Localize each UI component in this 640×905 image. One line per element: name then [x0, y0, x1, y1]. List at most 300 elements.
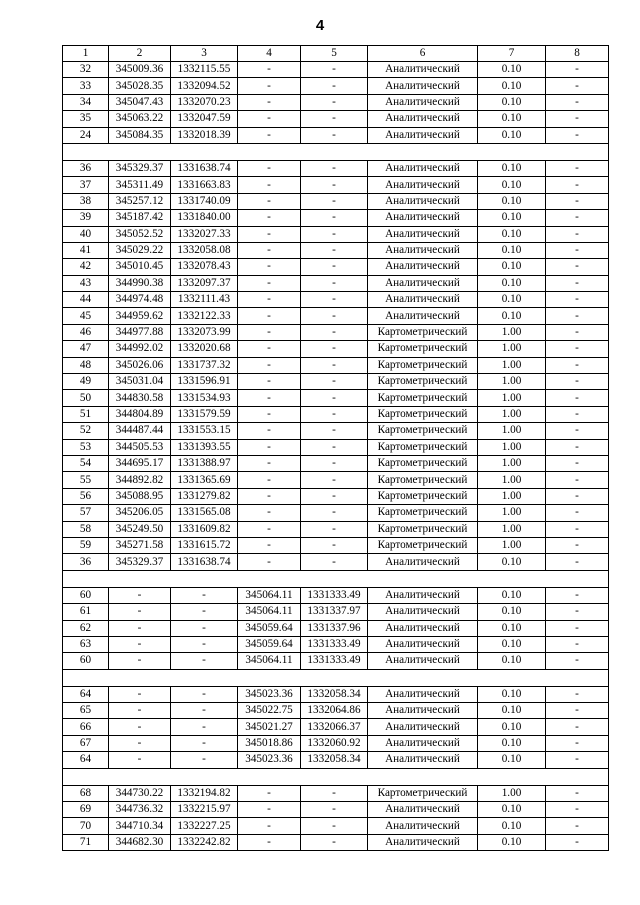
table-cell: - — [301, 177, 368, 193]
column-header: 7 — [478, 46, 546, 62]
table-cell: - — [546, 160, 609, 176]
table-cell: - — [546, 521, 609, 537]
table-cell: 345018.86 — [238, 735, 301, 751]
table-cell: - — [546, 242, 609, 258]
table-cell: 1332194.82 — [171, 785, 238, 801]
table-cell: 0.10 — [478, 620, 546, 636]
table-cell: 0.10 — [478, 177, 546, 193]
table-cell: 40 — [63, 226, 109, 242]
table-row — [63, 78, 609, 94]
table-cell: - — [238, 259, 301, 275]
table-cell: 62 — [63, 620, 109, 636]
table-cell: 1332047.59 — [171, 111, 238, 127]
table-cell: 1.00 — [478, 439, 546, 455]
table-cell: 1331365.69 — [171, 472, 238, 488]
table-cell: 1332020.68 — [171, 341, 238, 357]
table-row — [63, 357, 609, 373]
table-cell: 0.10 — [478, 818, 546, 834]
table-cell: 46 — [63, 324, 109, 340]
table-cell: 69 — [63, 802, 109, 818]
table-cell: - — [171, 587, 238, 603]
table-cell: - — [546, 226, 609, 242]
table-cell: 1331388.97 — [171, 455, 238, 471]
table-cell: 1331596.91 — [171, 374, 238, 390]
table-cell: - — [301, 406, 368, 422]
table-cell: Картометрический — [368, 488, 478, 504]
table-cell: - — [301, 308, 368, 324]
table-row — [63, 686, 609, 702]
table-row — [63, 242, 609, 258]
table-cell: 1331279.82 — [171, 488, 238, 504]
table-cell: 1331534.93 — [171, 390, 238, 406]
table-cell: 48 — [63, 357, 109, 373]
table-cell: - — [109, 703, 171, 719]
column-header: 2 — [109, 46, 171, 62]
table-cell: 1332227.25 — [171, 818, 238, 834]
table-cell: Картометрический — [368, 439, 478, 455]
table-cell: 1332018.39 — [171, 127, 238, 143]
table-cell: 1331840.00 — [171, 210, 238, 226]
column-header: 6 — [368, 46, 478, 62]
table-cell: - — [301, 439, 368, 455]
table-row — [63, 341, 609, 357]
table-cell: - — [109, 735, 171, 751]
table-cell: Аналитический — [368, 686, 478, 702]
table-cell: 344892.82 — [109, 472, 171, 488]
table-cell: - — [238, 210, 301, 226]
table-cell: 1.00 — [478, 537, 546, 553]
table-cell: 1332242.82 — [171, 834, 238, 850]
table-cell: 1331337.97 — [301, 604, 368, 620]
table-cell: 1331740.09 — [171, 193, 238, 209]
table-row — [63, 785, 609, 801]
separator-row — [63, 669, 609, 686]
table-cell: Аналитический — [368, 160, 478, 176]
table-cell: 1332111.43 — [171, 292, 238, 308]
table-cell: - — [171, 636, 238, 652]
table-cell: 344974.48 — [109, 292, 171, 308]
table-cell: Аналитический — [368, 653, 478, 669]
table-cell: 1331393.55 — [171, 439, 238, 455]
table-cell: 1331615.72 — [171, 537, 238, 553]
table-header-row — [63, 46, 609, 62]
table-cell: - — [238, 785, 301, 801]
table-cell: 1331333.49 — [301, 636, 368, 652]
table-cell: 0.10 — [478, 834, 546, 850]
table-row — [63, 308, 609, 324]
table-cell: - — [301, 357, 368, 373]
table-cell: - — [238, 439, 301, 455]
table-cell: 344977.88 — [109, 324, 171, 340]
table-cell: 0.10 — [478, 636, 546, 652]
table-cell: 345029.22 — [109, 242, 171, 258]
table-cell: Аналитический — [368, 62, 478, 78]
table-cell: 55 — [63, 472, 109, 488]
table-cell: - — [546, 587, 609, 603]
table-cell: 345084.35 — [109, 127, 171, 143]
table-cell: - — [546, 455, 609, 471]
table-cell: Аналитический — [368, 620, 478, 636]
table-cell: - — [546, 423, 609, 439]
table-cell: - — [301, 554, 368, 570]
table-cell: - — [238, 357, 301, 373]
table-cell: 65 — [63, 703, 109, 719]
table-cell: 1331663.83 — [171, 177, 238, 193]
table-cell: Картометрический — [368, 521, 478, 537]
table-cell: 43 — [63, 275, 109, 291]
table-cell: 345047.43 — [109, 94, 171, 110]
table-row — [63, 719, 609, 735]
table-cell: - — [238, 341, 301, 357]
table-cell: 57 — [63, 505, 109, 521]
table-cell: - — [238, 324, 301, 340]
table-row — [63, 324, 609, 340]
table-cell: Картометрический — [368, 324, 478, 340]
table-cell: Картометрический — [368, 505, 478, 521]
table-cell: Аналитический — [368, 111, 478, 127]
table-cell: Аналитический — [368, 703, 478, 719]
separator-cell — [63, 570, 609, 587]
table-cell: - — [546, 374, 609, 390]
table-cell: 56 — [63, 488, 109, 504]
table-cell: 50 — [63, 390, 109, 406]
table-cell: 0.10 — [478, 210, 546, 226]
table-cell: - — [171, 752, 238, 768]
table-cell: - — [238, 374, 301, 390]
table-cell: 70 — [63, 818, 109, 834]
table-cell: Аналитический — [368, 226, 478, 242]
table-cell: Аналитический — [368, 275, 478, 291]
table-cell: - — [546, 439, 609, 455]
table-cell: 1.00 — [478, 785, 546, 801]
table-cell: 38 — [63, 193, 109, 209]
table-cell: 68 — [63, 785, 109, 801]
table-row — [63, 275, 609, 291]
table-cell: Аналитический — [368, 78, 478, 94]
table-row — [63, 521, 609, 537]
column-header: 4 — [238, 46, 301, 62]
table-cell: - — [301, 390, 368, 406]
table-cell: - — [546, 94, 609, 110]
table-cell: - — [546, 752, 609, 768]
table-cell: 71 — [63, 834, 109, 850]
table-cell: 1332070.23 — [171, 94, 238, 110]
table-cell: 47 — [63, 341, 109, 357]
table-cell: 1331609.82 — [171, 521, 238, 537]
table-cell: 52 — [63, 423, 109, 439]
table-cell: 64 — [63, 752, 109, 768]
table-cell: - — [546, 127, 609, 143]
table-body — [63, 46, 609, 851]
table-cell: 345063.22 — [109, 111, 171, 127]
table-cell: Аналитический — [368, 308, 478, 324]
table-cell: - — [109, 752, 171, 768]
table-cell: - — [171, 735, 238, 751]
table-cell: Аналитический — [368, 752, 478, 768]
table-cell: Картометрический — [368, 357, 478, 373]
table-cell: - — [238, 488, 301, 504]
table-cell: - — [301, 834, 368, 850]
separator-row — [63, 143, 609, 160]
table-cell: 345023.36 — [238, 752, 301, 768]
table-cell: - — [301, 472, 368, 488]
table-cell: - — [546, 554, 609, 570]
table-cell: Картометрический — [368, 406, 478, 422]
table-row — [63, 818, 609, 834]
table-cell: 345257.12 — [109, 193, 171, 209]
table-cell: 37 — [63, 177, 109, 193]
table-cell: - — [301, 275, 368, 291]
table-cell: 1332066.37 — [301, 719, 368, 735]
table-cell: 36 — [63, 160, 109, 176]
column-header: 1 — [63, 46, 109, 62]
separator-cell — [63, 768, 609, 785]
table-cell: - — [238, 521, 301, 537]
table-cell: 345059.64 — [238, 636, 301, 652]
table-cell: 0.10 — [478, 653, 546, 669]
table-cell: 1.00 — [478, 521, 546, 537]
table-cell: - — [238, 94, 301, 110]
table-cell: - — [546, 604, 609, 620]
table-cell: 0.10 — [478, 127, 546, 143]
table-row — [63, 259, 609, 275]
table-cell: 0.10 — [478, 735, 546, 751]
table-cell: - — [301, 785, 368, 801]
table-cell: - — [109, 604, 171, 620]
table-cell: 1.00 — [478, 341, 546, 357]
table-row — [63, 226, 609, 242]
table-cell: 0.10 — [478, 752, 546, 768]
table-row — [63, 160, 609, 176]
table-cell: Аналитический — [368, 604, 478, 620]
table-cell: - — [301, 324, 368, 340]
table-cell: - — [301, 341, 368, 357]
table-cell: 54 — [63, 455, 109, 471]
table-cell: 345052.52 — [109, 226, 171, 242]
table-cell: 344736.32 — [109, 802, 171, 818]
column-header: 8 — [546, 46, 609, 62]
table-cell: Аналитический — [368, 177, 478, 193]
table-cell: - — [546, 292, 609, 308]
table-cell: 1332122.33 — [171, 308, 238, 324]
table-cell: 53 — [63, 439, 109, 455]
table-cell: 345064.11 — [238, 604, 301, 620]
table-cell: 1.00 — [478, 488, 546, 504]
table-cell: Аналитический — [368, 193, 478, 209]
table-cell: - — [546, 111, 609, 127]
table-cell: Аналитический — [368, 554, 478, 570]
table-cell: - — [301, 292, 368, 308]
table-cell: 0.10 — [478, 160, 546, 176]
table-cell: 1.00 — [478, 390, 546, 406]
table-cell: - — [546, 818, 609, 834]
table-row — [63, 177, 609, 193]
table-cell: - — [238, 226, 301, 242]
table-cell: 41 — [63, 242, 109, 258]
separator-cell — [63, 669, 609, 686]
table-cell: 345022.75 — [238, 703, 301, 719]
table-row — [63, 752, 609, 768]
table-cell: - — [546, 341, 609, 357]
table-cell: 345206.05 — [109, 505, 171, 521]
table-cell: - — [171, 686, 238, 702]
table-cell: - — [301, 505, 368, 521]
table-cell: - — [301, 210, 368, 226]
table-cell: 345028.35 — [109, 78, 171, 94]
table-cell: - — [546, 259, 609, 275]
table-cell: 1.00 — [478, 423, 546, 439]
table-row — [63, 292, 609, 308]
table-cell: 64 — [63, 686, 109, 702]
table-cell: 60 — [63, 587, 109, 603]
table-cell: - — [301, 818, 368, 834]
table-cell: 0.10 — [478, 275, 546, 291]
table-cell: - — [238, 472, 301, 488]
table-cell: 0.10 — [478, 226, 546, 242]
table-cell: Аналитический — [368, 259, 478, 275]
table-cell: - — [171, 719, 238, 735]
table-row — [63, 537, 609, 553]
table-cell: - — [238, 818, 301, 834]
table-cell: 344992.02 — [109, 341, 171, 357]
table-cell: 0.10 — [478, 62, 546, 78]
table-cell: Картометрический — [368, 537, 478, 553]
table-cell: 1332094.52 — [171, 78, 238, 94]
table-cell: 345249.50 — [109, 521, 171, 537]
table-cell: Аналитический — [368, 292, 478, 308]
table-cell: - — [546, 505, 609, 521]
table-cell: Аналитический — [368, 735, 478, 751]
table-row — [63, 735, 609, 751]
table-cell: 0.10 — [478, 78, 546, 94]
table-cell: 1332058.08 — [171, 242, 238, 258]
table-cell: 344730.22 — [109, 785, 171, 801]
table-cell: 1332027.33 — [171, 226, 238, 242]
table-cell: 0.10 — [478, 554, 546, 570]
table-cell: 0.10 — [478, 308, 546, 324]
table-cell: Картометрический — [368, 455, 478, 471]
table-cell: 35 — [63, 111, 109, 127]
table-row — [63, 127, 609, 143]
table-cell: 0.10 — [478, 242, 546, 258]
table-cell: 344505.53 — [109, 439, 171, 455]
table-cell: - — [546, 193, 609, 209]
table-cell: - — [301, 193, 368, 209]
table-cell: 344830.58 — [109, 390, 171, 406]
table-cell: - — [546, 537, 609, 553]
table-cell: 1.00 — [478, 357, 546, 373]
table-cell: Картометрический — [368, 785, 478, 801]
table-cell: 60 — [63, 653, 109, 669]
table-cell: 345271.58 — [109, 537, 171, 553]
table-cell: - — [546, 620, 609, 636]
table-cell: - — [238, 834, 301, 850]
column-header: 5 — [301, 46, 368, 62]
table-cell: - — [546, 834, 609, 850]
table-cell: - — [238, 193, 301, 209]
table-cell: - — [546, 406, 609, 422]
table-cell: 1.00 — [478, 324, 546, 340]
table-cell: - — [301, 488, 368, 504]
table-cell: - — [238, 78, 301, 94]
table-cell: - — [238, 537, 301, 553]
table-cell: - — [546, 686, 609, 702]
table-row — [63, 423, 609, 439]
table-cell: - — [238, 62, 301, 78]
table-cell: Аналитический — [368, 834, 478, 850]
table-cell: 0.10 — [478, 587, 546, 603]
table-cell: 344710.34 — [109, 818, 171, 834]
table-cell: 345026.06 — [109, 357, 171, 373]
table-cell: - — [238, 554, 301, 570]
table-cell: - — [546, 357, 609, 373]
table-row — [63, 604, 609, 620]
table-cell: 1331333.49 — [301, 587, 368, 603]
table-cell: 0.10 — [478, 686, 546, 702]
table-cell: - — [546, 785, 609, 801]
table-cell: 0.10 — [478, 259, 546, 275]
table-cell: Аналитический — [368, 719, 478, 735]
table-cell: Аналитический — [368, 94, 478, 110]
table-cell: - — [301, 423, 368, 439]
table-row — [63, 834, 609, 850]
table-cell: - — [109, 636, 171, 652]
table-row — [63, 587, 609, 603]
table-cell: 33 — [63, 78, 109, 94]
table-cell: 345329.37 — [109, 554, 171, 570]
table-cell: Картометрический — [368, 374, 478, 390]
table-cell: 44 — [63, 292, 109, 308]
table-cell: 345064.11 — [238, 587, 301, 603]
table-row — [63, 703, 609, 719]
table-row — [63, 802, 609, 818]
table-cell: 39 — [63, 210, 109, 226]
table-row — [63, 94, 609, 110]
table-cell: 0.10 — [478, 292, 546, 308]
table-row — [63, 488, 609, 504]
table-cell: 1331579.59 — [171, 406, 238, 422]
table-cell: - — [546, 488, 609, 504]
table-row — [63, 505, 609, 521]
table-cell: - — [109, 686, 171, 702]
table-cell: - — [301, 259, 368, 275]
table-cell: 1332097.37 — [171, 275, 238, 291]
table-cell: 0.10 — [478, 703, 546, 719]
table-cell: - — [109, 653, 171, 669]
table-cell: Аналитический — [368, 636, 478, 652]
table-cell: 0.10 — [478, 111, 546, 127]
table-cell: - — [546, 802, 609, 818]
table-cell: Картометрический — [368, 472, 478, 488]
table-cell: - — [546, 735, 609, 751]
column-header: 3 — [171, 46, 238, 62]
table-cell: 344804.89 — [109, 406, 171, 422]
table-row — [63, 406, 609, 422]
table-cell: 345009.36 — [109, 62, 171, 78]
table-cell: 66 — [63, 719, 109, 735]
table-cell: 0.10 — [478, 802, 546, 818]
table-cell: - — [171, 703, 238, 719]
table-row — [63, 111, 609, 127]
table-cell: 1332115.55 — [171, 62, 238, 78]
table-cell: - — [238, 505, 301, 521]
table-cell: Аналитический — [368, 242, 478, 258]
table-cell: - — [546, 324, 609, 340]
table-cell: 1331553.15 — [171, 423, 238, 439]
table-cell: - — [238, 292, 301, 308]
table-cell: 1332058.34 — [301, 752, 368, 768]
table-row — [63, 62, 609, 78]
